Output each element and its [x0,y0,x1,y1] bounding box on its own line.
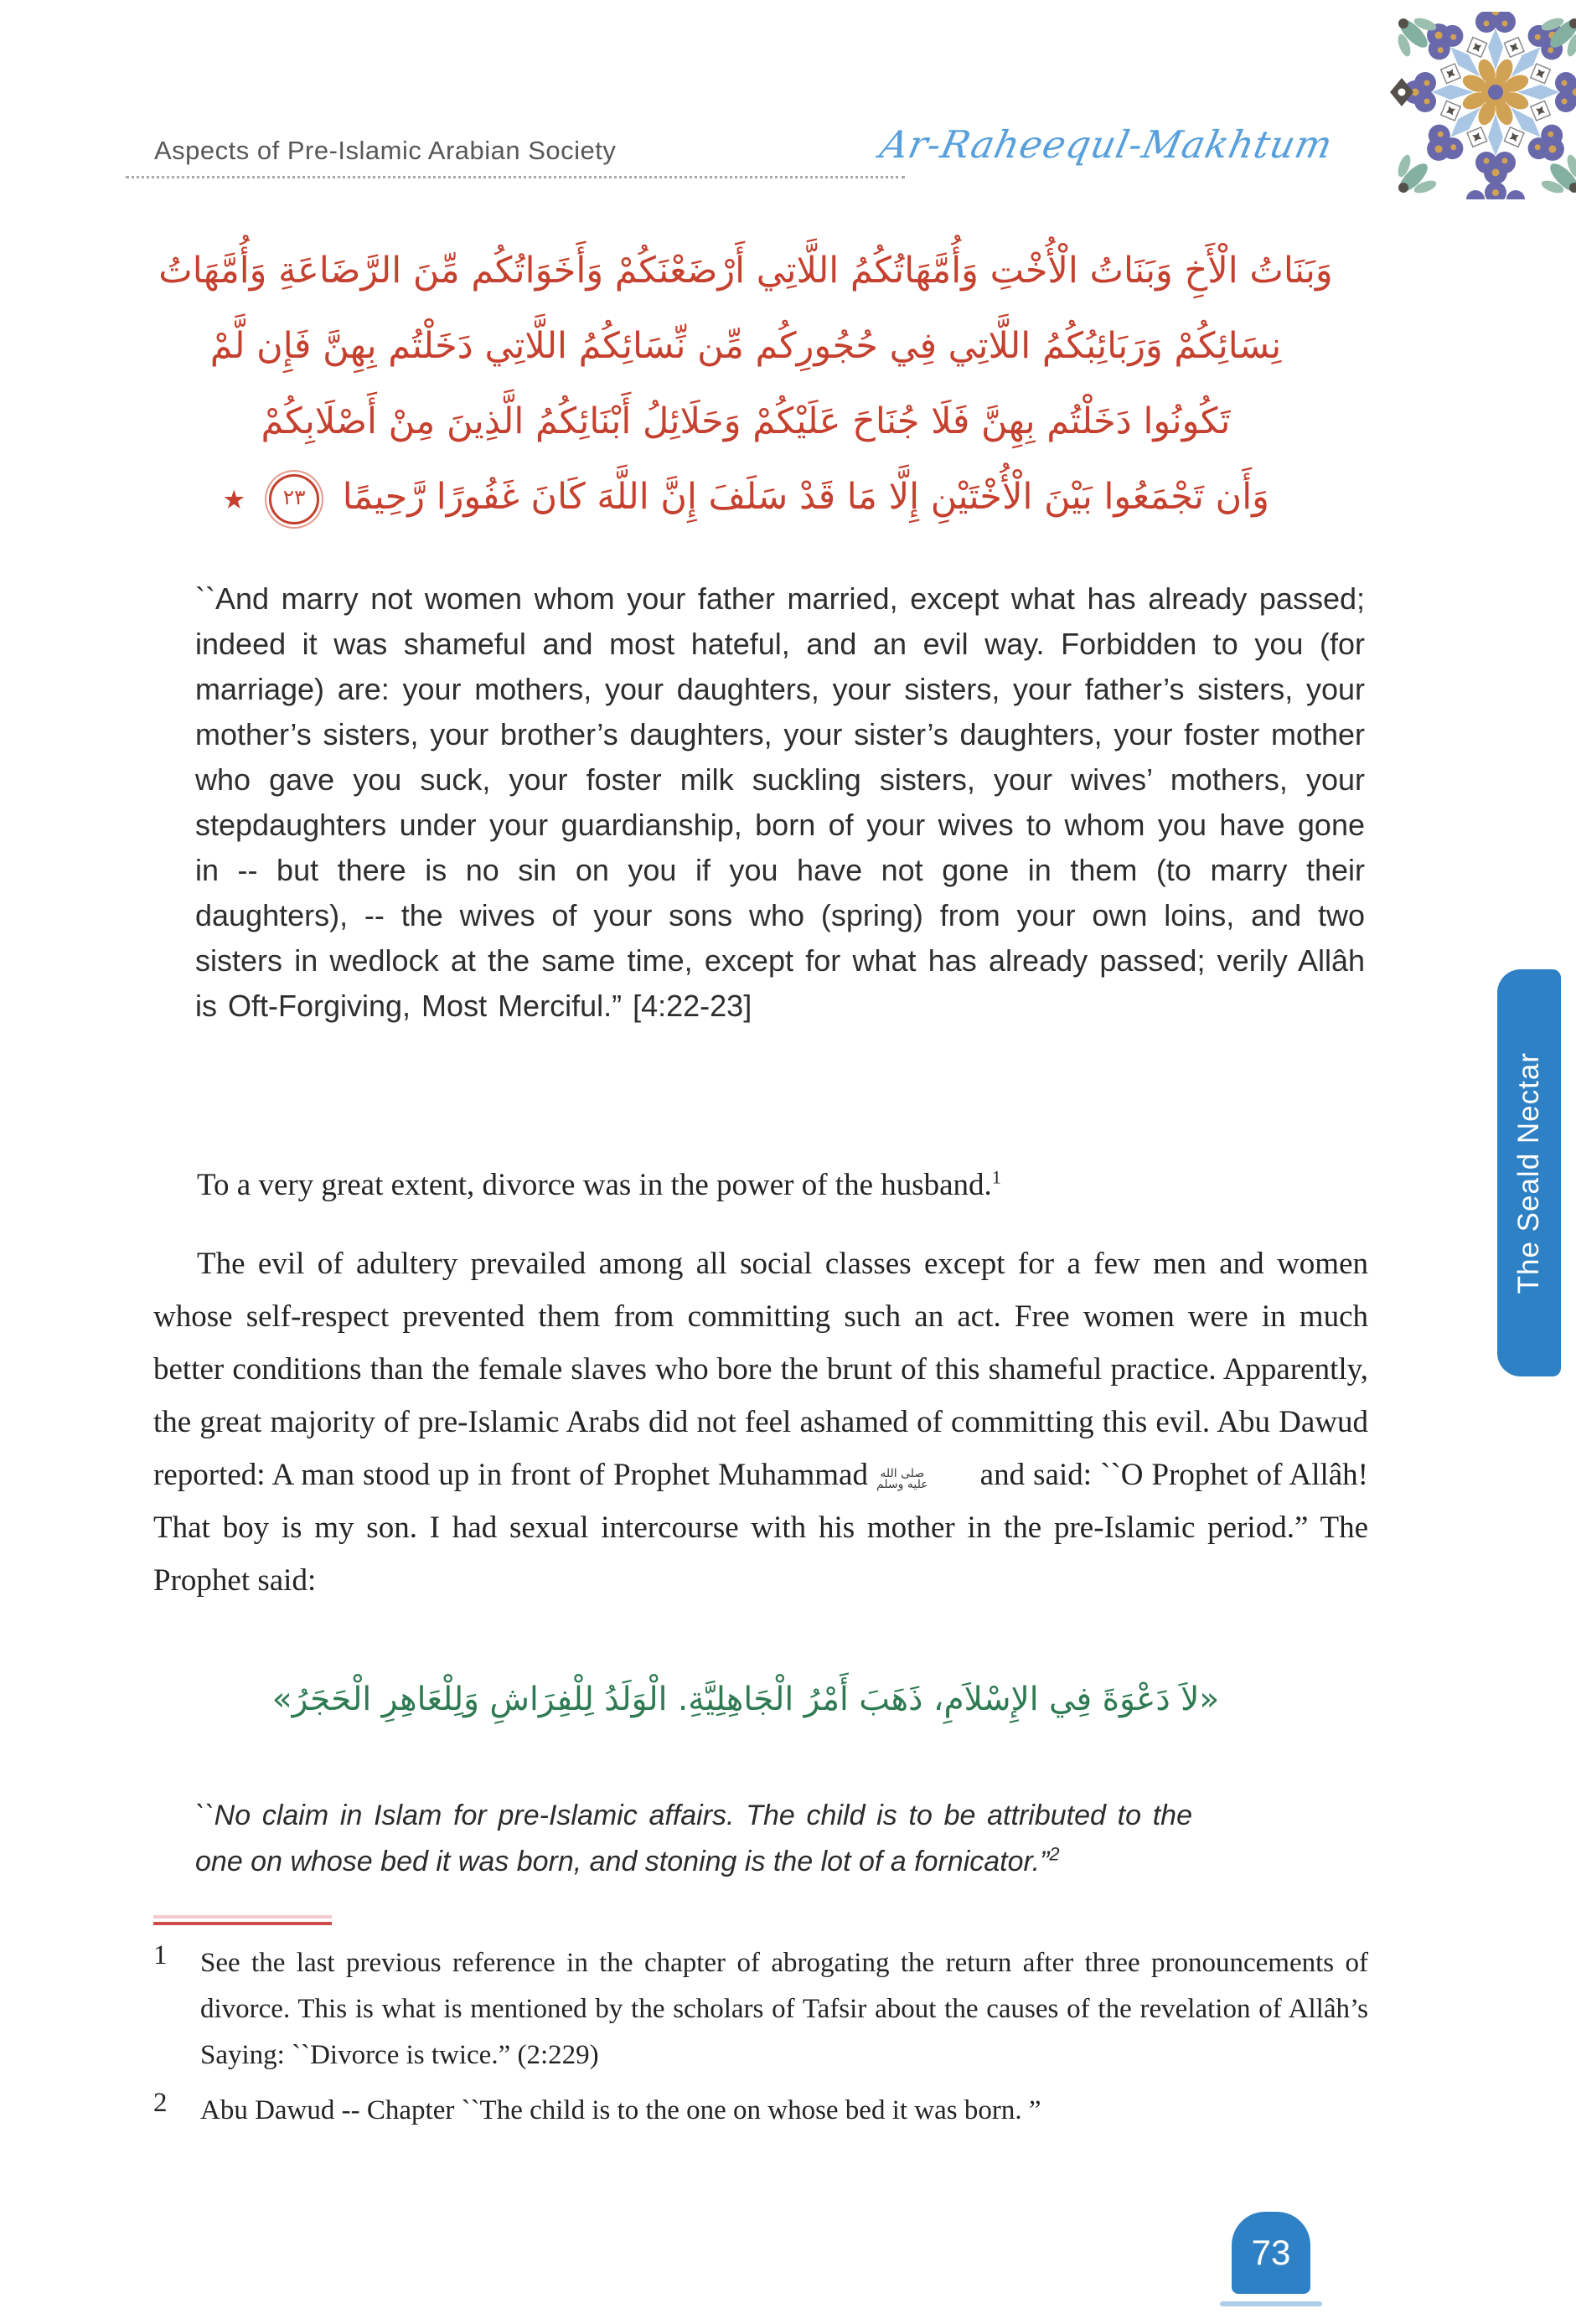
sallallahu-alayhi-wasallam-icon: صلى الله عليه وسلم [876,1467,928,1491]
footnote-number: 1 [153,1940,168,1970]
footnote-text: See the last previous reference in the chapter of abrogating the return after three pronouncements of divorce. This is what is mentioned by the scholars of Tafsir about the causes of the revelation of Allâh’s Saying: ``Divorce is twice.” (2:229) [200,1948,1368,2070]
footnote-separator-rule [153,1922,332,1925]
quran-line: وَبَنَاتُ الْأَخِ وَبَنَاتُ الْأُخْتِ وَأُمَّهَاتُكُمُ اللَّاتِي أَرْضَعْنَكُمْ وَأَخَوَاتُكُم مِّنَ الرَّضَاعَةِ وَأُمَّهَاتُ [158,250,1333,292]
verse-end-ornament-icon: ٭ [222,473,246,524]
quran-translation-text: ``And marry not women whom your father married, except what has already passed; indeed it was shameful and most hateful, and an evil way. Forbidden to you (for marriage) are: your mothers, your daughters, your sisters, your father’s sisters, your mother’s sisters, your brother’s daughters, your sister’s daughters, your foster mother who gave you suck, your foster milk suckling sisters, your wives’ mothers, your stepdaughters under your guardianship, born of your wives to whom you have gone in -- but there is no sin on you if you have not gone in them (to marry their daughters), -- the wives of your sons who (spring) from your own loins, and two sisters in wedlock at the same time, except for what has already passed; verily Allâh is Oft-Forgiving, Most Merciful.” [195,581,1365,1023]
quran-line: نِسَائِكُمْ وَرَبَائِبُكُمُ اللَّاتِي فِي حُجُورِكُم مِّن نِّسَائِكُمُ اللَّاتِي دَخَلْتُم بِهِنَّ فَإِن لَّمْ [209,325,1282,367]
footnote-item [153,2088,1368,2134]
footnote-text: Abu Dawud -- Chapter ``The child is to the one on whose bed it was born. ” [200,2095,1041,2125]
running-header-book-title: Ar-Raheequl-Makhtum [876,122,1337,167]
footnote-item [153,1940,1368,2079]
footnote-number: 2 [153,2088,168,2118]
hadith-translation [195,1793,1192,1885]
edge-tab-book-title [1497,969,1561,1376]
quran-reference: [4:22-23] [633,989,752,1023]
page-number-badge: 73 [1232,2212,1310,2294]
paragraph-divorce [153,1159,1368,1211]
paragraph-adultery-text: and said: ``O Prophet of Allâh! That boy is my son. I had sexual intercourse with his mother in the pre-Islamic period.” The Prophet said: [153,1458,1368,1598]
page-number-underline [1220,2301,1322,2306]
hadith-translation-text: ``No claim in Islam for pre-Islamic affairs. The child is to be attributed to the one on whose bed it was born, and stoning is the lot of a fornicator.” [195,1800,1192,1877]
paragraph-adultery-text: The evil of adultery prevailed among all social classes except for a few men and women whose self-respect prevented them from committing such an act. Free women were in much better conditions than the female slaves who bore the brunt of this shameful practice. Apparently, the great majority of pre-Islamic Arabs did not feel ashamed of committing this evil. Abu Dawud reported: A man stood up in front of Prophet Muhammad [153,1247,1368,1492]
quran-line-text: وَأَن تَجْمَعُوا بَيْنَ الْأُخْتَيْنِ إِلَّا مَا قَدْ سَلَفَ إِنَّ اللَّهَ كَانَ غَفُورًا رَّحِيمًا [342,476,1269,518]
footnote-reference-2: 2 [1049,1843,1060,1865]
paragraph-divorce-text: To a very great extent, divorce was in the power of the husband. [197,1168,992,1202]
arabesque-corner-ornament-icon [1390,12,1576,199]
paragraph-adultery [153,1237,1368,1607]
quran-line: تَكُونُوا دَخَلْتُم بِهِنَّ فَلَا جُنَاحَ عَلَيْكُمْ وَحَلَائِلُ أَبْنَائِكُمُ الَّذِينَ مِنْ أَصْلَابِكُمْ [261,400,1231,442]
quran-line [117,459,1374,537]
ayah-number-medallion: ٢٣ [269,474,319,524]
hadith-arabic: «لاَ دَعْوَةَ فِي الإِسْلاَمِ، ذَهَبَ أَمْرُ الْجَاهِلِيَّةِ. الْوَلَدُ لِلْفِرَاشِ وَلِلْعَاهِرِ الْحَجَرُ» [271,1681,1220,1718]
running-header-section-title: Aspects of Pre-Islamic Arabian Society [154,136,617,165]
footnote-reference-1: 1 [991,1166,1001,1188]
quran-verse-arabic [117,233,1374,537]
edge-tab-label: The Seald Nectar [1512,1051,1545,1294]
quran-translation [195,576,1365,1029]
header-dotted-rule [126,176,905,178]
